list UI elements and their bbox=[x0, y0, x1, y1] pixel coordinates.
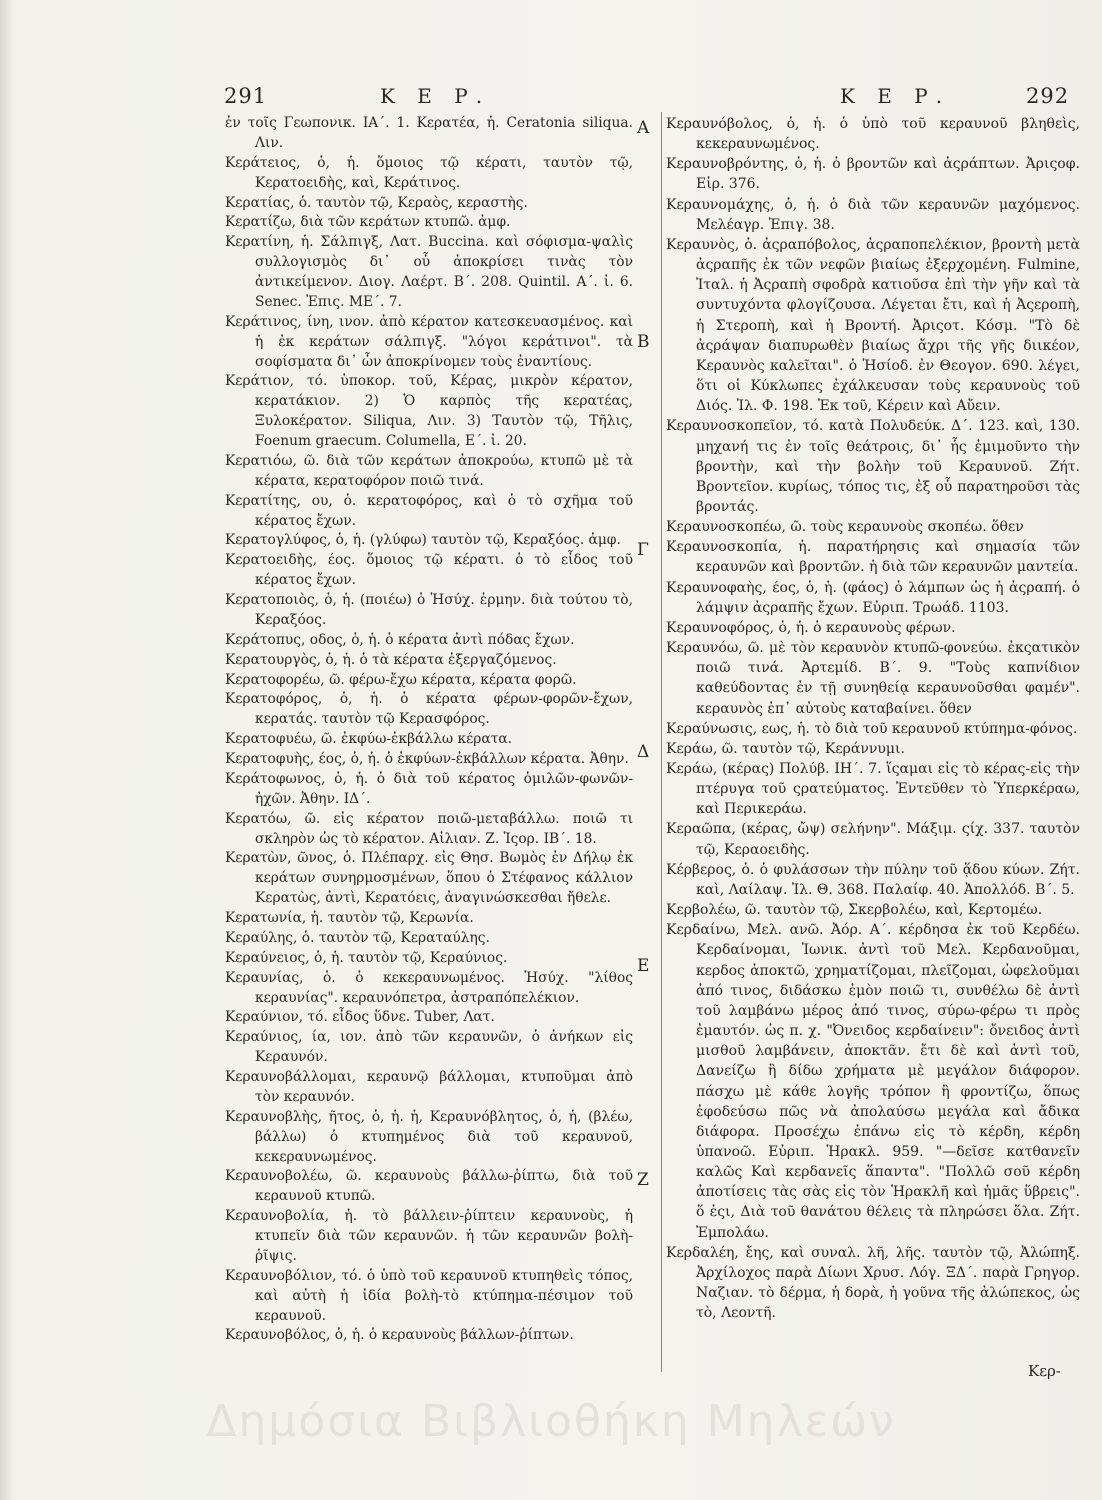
library-watermark: Δημόσια Βιβλιοθήκη Μηλεών bbox=[206, 1396, 896, 1447]
dictionary-entry: Κερατοφορέω, ῶ. φέρω-ἔχω κέρατα, κέρατα φορῶ. bbox=[225, 671, 577, 688]
dictionary-entry: Κεραυνοβόλιον, τό. ὁ ὑπὸ τοῦ κεραυνοῦ κτυπηθεὶς τόπος, καὶ αὐτὴ ἡ ἰδία βολὴ-τὸ κτύπημα-πέσιμον τοῦ κεραυνοῦ. bbox=[225, 1267, 633, 1324]
dictionary-entry: Κερατοφυέω, ῶ. ἐκφύω-ἐκβάλλω κέρατα. bbox=[225, 731, 513, 748]
dictionary-entry: Κερδαίνω, Μελ. ανῶ. Ἀόρ. Α΄. κέρδησα ἐκ τοῦ Κερδέω. Κερδαίνομαι, Ἰωνικ. ἀντὶ τοῦ Μελ. Κερδανοῦμαι, κερδος ἀποκτῶ, χρηματίζομαι, πλεῖζομαι, ὠφελοῦμαι ἀπό τινος, διδάσκω ἐμὸν ποιῶ τι, συνθέλω δὲ ἀντὶ τοῦ λαμβάνω μέρος ἀπό τινος, σύρω-φέρω τι πρὸς ἐμαυτόν. ὡς π. χ. "Ὀνειδος κερδαίνειν": ὄνειδος ἀντὶ μισθοῦ λαμβάνειν, ἀποκτᾶν. ἔτι δὲ καὶ ἀντὶ τοῦ, Δανείζω ἢ δίδω χρήματα μὲ μεγάλον διάφορον. πάσχω μὲ κάθε λογῆς τρόπον ἢ φροντίζω, ὅπως ἐφοδεύσω πῶς νὰ ἀπολαύσω μεγάλα καὶ ἄδικα διάφορα. Προσέχω ἐπάνω εἰς τὸ κέρδη, κέρδη ὑπανοῶ. Εὐριπ. Ἡρακλ. 959. "—δεῖσε κατθανεῖν καλῶς Καὶ κερδανεῖς ἅπαντα". "Πολλῶ σοῦ κέρδη ἀποτίσεις τὰς σὰς εἰς τὸν Ἡρακλῆ καὶ ἡμᾶς ὕβρεις". ὅ ἐςι, Διὰ τοῦ θανάτου θέλεις τὰ πληρώσει ὅλα. Ζήτ. Ἐμπολάω. bbox=[666, 922, 1080, 1241]
dictionary-entry: Κεραυνοβολία, ἡ. τὸ βάλλειν-ῥίπτειν κεραυνοὺς, ἡ κτυπεῖν διὰ τῶν κεραυνῶν. ἡ τῶν κεραυνῶν βολὴ-ῥῖψις. bbox=[225, 1208, 633, 1264]
dictionary-entry: Κεραυνοσκοπεῖον, τό. κατὰ Πολυδεύκ. Δ΄. 123. καὶ, 130. μηχανή τις ἐν τοῖς θεάτροις, δι᾽ ἧς ἐμιμοῦντο τὴν βροντὴν, καὶ τὴν βολὴν τοῦ Κεραυνοῦ. Ζήτ. Βροντεῖον. κυρίως, τόπος τις, ἐξ οὗ παρατηροῦσι τὰς βροντάς. bbox=[666, 418, 1080, 515]
dictionary-entry: Κεράτοφωνος, ὁ, ἡ. ὁ διὰ τοῦ κέρατος ὁμιλῶν-φωνῶν-ἠχῶν. Ἀθην. ΙΔ΄. bbox=[225, 770, 633, 807]
dictionary-entry: Κεραυνοβόλος, ὁ, ἡ. ὁ κεραυνοὺς βάλλων-ῥίπτων. bbox=[225, 1327, 574, 1344]
dictionary-entry: ἐν τοῖς Γεωπονικ. ΙΑ΄. 1. Κερατέα, ἡ. Ceratonia siliqua. Λιν. bbox=[225, 115, 633, 151]
dictionary-entry: Κερατίνη, ἡ. Σάλπιγξ, Λατ. Buccina. καὶ σόφισμα-ψαλὶς συλλογισμὸς δι᾽ οὗ ἀποκρίσει τινὰς τὸν ἀντικείμενον. Διογ. Λαέρτ. Β΄. 208. Quintil. Α΄. ἰ. 6. Senec. Ἐπις. ΜΕ΄. 7. bbox=[225, 234, 633, 310]
dictionary-entry: Κεραυνόβολος, ὁ, ἡ. ὁ ὑπὸ τοῦ κεραυνοῦ βληθεὶς, κεκεραυνωμένος. bbox=[666, 116, 1080, 153]
dictionary-entry: Κερατοφυὴς, έος, ὁ, ἡ. ὁ ἐκφύων-ἐκβάλλων κέρατα. Ἀθην. bbox=[225, 751, 629, 767]
dictionary-entry: Κερατοειδὴς, έος. ὅμοιος τῷ κέρατι. ὁ τὸ εἶδος τοῦ κέρατος ἔχων. bbox=[225, 552, 633, 589]
left-column bbox=[225, 114, 633, 1346]
dictionary-entry: Κεραυνοβολέω, ῶ. κεραυνοὺς βάλλω-ῥίπτω, διὰ τοῦ κεραυνοῦ κτυπῶ. bbox=[225, 1168, 633, 1205]
dictionary-entry: Κεράτειος, ὁ, ἡ. ὅμοιος τῷ κέρατι, ταυτὸν τῷ, Κερατοειδὴς, καὶ, Κεράτινος. bbox=[225, 154, 633, 191]
dictionary-entry: Κέρβερος, ὁ. ὁ φυλάσσων τὴν πύλην τοῦ ᾅδου κύων. Ζήτ. καὶ, Λαίλαψ. Ἰλ. Θ. 368. Παλαίφ. 40. Ἀπολλόδ. Β΄. 5. bbox=[666, 861, 1080, 898]
dictionary-entry: Κερατίτης, ου, ὁ. κερατοφόρος, καὶ ὁ τὸ σχῆμα τοῦ κέρατος ἔχων. bbox=[225, 492, 633, 529]
dictionary-entry: Κερατουργὸς, ὁ, ἡ. ὁ τὰ κέρατα ἐξεργαζόμενος. bbox=[225, 651, 557, 668]
dictionary-entry: Κεραυνοφαὴς, έος, ὁ, ἡ. (φάος) ὁ λάμπων ὡς ἡ ἀςραπή. ὁ λάμψιν ἀςραπῆς ἔχων. Εὐριπ. Τρωάδ. 1103. bbox=[666, 579, 1080, 616]
dictionary-entry: Κερατοφόρος, ὁ, ἡ. ὁ κέρατα φέρων-φορῶν-ἔχων, κερατάς. ταυτὸν τῷ Κερασφόρος. bbox=[225, 691, 633, 728]
dictionary-entry: Κεραυνοσκοπέω, ῶ. τοὺς κεραυνοὺς σκοπέω. ὅθεν bbox=[666, 519, 1024, 536]
dictionary-entry: Κεραύνιος, ία, ιον. ἀπὸ τῶν κεραυνῶν, ὁ ἀνήκων εἰς Κεραυνόν. bbox=[225, 1029, 633, 1066]
dictionary-entry: Κερατὼν, ῶνος, ὁ. Πλέπαρχ. εἰς Θησ. Βωμὸς ἐν Δήλῳ ἐκ κεράτων συνηρμοσμένων, ὅπου ὁ Στέφανος κάλλιον Κερατὼς, ἀντὶ, Κερατόεις, ἀναγινώσκεσθαι ἤθελε. bbox=[225, 850, 633, 907]
gutter-letter: Δ bbox=[637, 742, 650, 762]
page-header bbox=[0, 84, 1102, 114]
dictionary-entry: Κεραυνοβρόντης, ὁ, ἡ. ὁ βροντῶν καὶ ἀςράπτων. Ἀριςοφ. Εἰρ. 376. bbox=[666, 156, 1080, 193]
dictionary-entry: Κερατίζω, διὰ τῶν κεράτων κτυπῶ. ἀμφ. bbox=[225, 214, 511, 231]
dictionary-entry: Κεράω, (κέρας) Πολύβ. ΙΗ΄. 7. ἵςαμαι εἰς τὸ κέρας-εἰς τὴν πτέρυγα τοῦ ςρατεύματος. Ἐντεῦθεν τὸ Ὑπερκέραω, καὶ Περικεράω. bbox=[666, 761, 1080, 818]
gutter-letter: Α bbox=[637, 118, 650, 138]
dictionary-entry: Κεραυνοβάλλομαι, κεραυνῷ βάλλομαι, κτυποῦμαι ἀπὸ τὸν κεραυνόν. bbox=[225, 1069, 633, 1105]
dictionary-entry: Κεραύνωσις, εως, ἡ. τὸ διὰ τοῦ κεραυνοῦ κτύπημα-φόνος. bbox=[666, 720, 1078, 737]
catchword: Κερ- bbox=[1028, 1362, 1061, 1380]
dictionary-entry: Κερατωνία, ἡ. ταυτὸν τῷ, Κερωνία. bbox=[225, 910, 474, 926]
dictionary-entry: Κεραύνιον, τό. εἶδος ὕδνε. Tuber, Λατ. bbox=[225, 1009, 495, 1026]
dictionary-entry: Κερατόω, ῶ. εἰς κέρατον ποιῶ-μεταβάλλω. ποιῶ τι σκληρὸν ὡς τὸ κέρατον. Αἰλιαν. Ζ. Ἱςορ. ΙΒ΄. 18. bbox=[225, 810, 633, 847]
dictionary-entry: Κεράτινος, ίνη, ινον. ἀπὸ κέρατον κατεσκευασμένος. καὶ ἡ ἐκ κεράτων σάλπιγξ. "λόγοι κεράτινοι". τὰ σοφίσματα δι᾽ ὧν ἀποκρίνομεν τοὺς ἐναντίους. bbox=[225, 313, 633, 370]
column-gutter bbox=[631, 110, 661, 1400]
dictionary-entry: Κεραύνειος, ὁ, ἡ. ταυτὸν τῷ, Κεραύνιος. bbox=[225, 949, 508, 966]
dictionary-entry: Κερατοποιὸς, ὁ, ἡ. (ποιέω) ὁ Ἡσύχ. ἑρμην. διὰ τούτου τὸ, Κεραξόος. bbox=[225, 592, 633, 628]
column-rule bbox=[661, 112, 662, 1372]
dictionary-entry: Κεραῶπα, (κέρας, ὤψ) σελήνην". Μάξιμ. ςίχ. 337. ταυτὸν τῷ, Κεραοειδὴς. bbox=[666, 821, 1080, 858]
right-running-head: Κ Ε Ρ. bbox=[840, 84, 951, 108]
dictionary-entry: Κεραυνὸς, ὁ. ἀςραπόβολος, ἀςραποπελέκιον, βροντὴ μετὰ ἀςραπῆς ἐκ τῶν νεφῶν βιαίως ἐξερχομένη. Fulmine, Ἰταλ. ἡ Ἀςραπὴ σφοδρὰ κατιοῦσα ἐπὶ τὴν γῆν καὶ τὰ συντυχόντα φλογίζουσα. Λέγεται ἔτι, καὶ ἡ Ἀςεροπὴ, ἡ Στεροπὴ, καὶ ἡ Βροντή. Ἀριςοτ. Κόσμ. "Τὸ δὲ ἀςράψαν διαπυρωθὲν βιαίως ἄχρι τῆς γῆς διικέον, Κεραυνὸς καλεῖται". ὁ Ἡσίοδ. ἐν Θεογον. 690. λέγει, ὅτι οἱ Κύκλωπες ἐχάλκευσαν τοὺς κεραυνοὺς τοῦ Διός. Ἰλ. Φ. 198. Ἐκ τοῦ, Κέρειν καὶ Αὔειν. bbox=[666, 236, 1080, 415]
dictionary-entry: Κεράτιον, τό. ὑποκορ. τοῦ, Κέρας, μικρὸν κέρατον, κερατάκιον. 2) Ὁ καρπὸς τῆς κερατέας, Ξυλοκέρατον. Siliqua, Λιν. 3) Ταυτὸν τῷ, Τῆλις, Foenum graecum. Columella, Ε΄. ἰ. 20. bbox=[225, 373, 633, 449]
dictionary-entry: Κερατιόω, ῶ. διὰ τῶν κεράτων ἀποκρούω, κτυπῶ μὲ τὰ κέρατα, κερατοφόρον ποιῶ τινά. bbox=[225, 452, 633, 489]
right-column bbox=[666, 114, 1080, 1323]
dictionary-entry: Κεραυνοφόρος, ὁ, ἡ. ὁ κεραυνοὺς φέρων. bbox=[666, 619, 956, 636]
gutter-letter: Β bbox=[637, 332, 650, 352]
left-running-head: Κ Ε Ρ. bbox=[380, 84, 491, 108]
right-page-number: 292 bbox=[1026, 84, 1070, 108]
dictionary-entry: Κερατογλύφος, ὁ, ἡ. (γλύφω) ταυτὸν τῷ, Κεραξόος. ἀμφ. bbox=[225, 532, 621, 549]
dictionary-entry: Κερδαλέη, ἔης, καὶ συναλ. λῆ, λῆς. ταυτὸν τῷ, Ἀλώπηξ. Ἀρχίλοχος παρὰ Δίωνι Χρυσ. Λόγ. ΞΔ΄. παρὰ Γρηγορ. Ναζιαν. τὸ δέρμα, ἡ δορὰ, ἡ γοῦνα τῆς ἀλώπεκος, ὡς τὸ, Λεοντῆ. bbox=[666, 1244, 1080, 1322]
dictionary-entry: Κερβολέω, ῶ. ταυτὸν τῷ, Σκερβολέω, καὶ, Κερτομέω. bbox=[666, 902, 1043, 919]
dictionary-entry: Κεραυνοσκοπία, ἡ. παρατήρησις καὶ σημασία τῶν κεραυνῶν καὶ βροντῶν. ἡ διὰ τῶν κεραυνῶν μαντεία. bbox=[666, 539, 1080, 576]
dictionary-entry: Κεραυνίας, ὁ. ὁ κεκεραυνωμένος. Ἡσύχ. "λίθος κεραυνίας". κεραυνόπετρα, ἀστραπόπελέκιον. bbox=[225, 969, 633, 1006]
dictionary-entry: Κερατίας, ὁ. ταυτὸν τῷ, Κεραὸς, κεραστὴς. bbox=[225, 194, 528, 211]
dictionary-entry: Κεραύλης, ὁ. ταυτὸν τῷ, Κεραταύλης. bbox=[225, 929, 490, 946]
dictionary-entry: Κεραυνομάχης, ὁ, ἡ. ὁ διὰ τῶν κεραυνῶν μαχόμενος. Μελέαγρ. Ἐπιγ. 38. bbox=[666, 196, 1080, 233]
dictionary-entry: Κεραυνοβλὴς, ῆτος, ὁ, ἡ. ἡ, Κεραυνόβλητος, ὁ, ἡ, (βλέω, βάλλω) ὁ κτυπημένος διὰ τοῦ κεραυνοῦ, κεκεραυνωμένος. bbox=[225, 1108, 633, 1165]
dictionary-entry: Κεράω, ῶ. ταυτὸν τῷ, Κεράννυμι. bbox=[666, 740, 905, 757]
gutter-letter: Ε bbox=[637, 956, 650, 976]
dictionary-entry: Κεράτοπυς, οδος, ὁ, ἡ. ὁ κέρατα ἀντὶ πόδας ἔχων. bbox=[225, 631, 575, 648]
dictionary-entry: Κεραυνόω, ῶ. μὲ τὸν κεραυνὸν κτυπῶ-φονεύω. ἐκςατικὸν ποιῶ τινά. Ἀρτεμίδ. Β΄. 9. "Τοὺς καπνίδιον καθεύδοντας ἐν τῇ συνηθείᾳ κεραυνοῦσθαι φαμέν". κεραυνὸς ἐπ᾽ αὐτοὺς καταβαίνει. ὅθεν bbox=[666, 640, 1080, 717]
left-page-number: 291 bbox=[224, 84, 268, 108]
gutter-letter: Ζ bbox=[637, 1170, 649, 1190]
gutter-letter: Γ bbox=[637, 540, 649, 560]
